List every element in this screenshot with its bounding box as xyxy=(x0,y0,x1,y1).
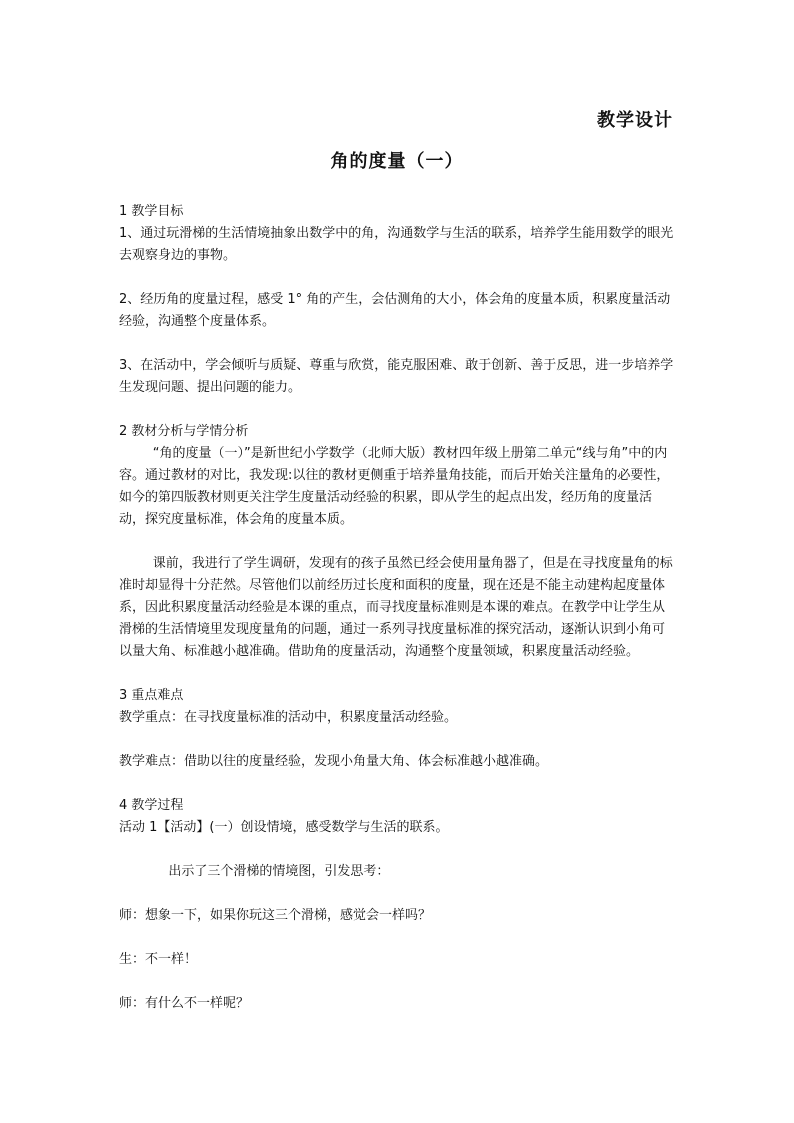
dialog-line: 师：想象一下，如果你玩这三个滑梯，感觉会一样吗？ xyxy=(119,908,432,923)
document-type-label: 教学设计 xyxy=(597,110,673,131)
objective-item: 1、通过玩滑梯的生活情境抽象出数学中的角，沟通数学与生活的联系，培养学生能用数学的眼光去观察身边的事物。 xyxy=(119,226,674,263)
analysis-paragraph: 课前，我进行了学生调研，发现有的孩子虽然已经会使用量角器了，但是在寻找度量角的标准时却显得十分茫然。尽管他们以前经历过长度和面积的度量，现在还是不能主动建构起度量体系，因此积累度量活动经验是本课的重点，而寻找度量标准则是本课的难点。在教学中让学生从滑梯的生活情境里发现度量角的问题，通过一系列寻找度量标准的探究活动，逐渐认识到小角可以量大角、标准越小越准确。借助角的度量活动，沟通整个度量领域，积累度量活动经验。 xyxy=(119,556,673,659)
objective-item: 3、在活动中，学会倾听与质疑、尊重与欣赏，能克服困难、敢于创新、善于反思，进一步培养学生发现问题、提出问题的能力。 xyxy=(119,358,674,395)
dialog-line: 师：有什么不一样呢？ xyxy=(119,996,250,1011)
difficulty-text: 教学难点：借助以往的度量经验，发现小角量大角、体会标准越小越准确。 xyxy=(119,754,549,769)
section-heading-analysis: 2 教材分析与学情分析 xyxy=(119,424,249,439)
section-heading-key-points: 3 重点难点 xyxy=(119,688,184,703)
activity-intro: 出示了三个滑梯的情境图，引发思考： xyxy=(168,864,390,879)
page-title: 角的度量（一） xyxy=(330,151,464,172)
key-point-text: 教学重点：在寻找度量标准的活动中，积累度量活动经验。 xyxy=(119,710,458,725)
section-heading-objectives: 1 教学目标 xyxy=(119,204,184,219)
dialog-line: 生：不一样！ xyxy=(119,952,198,967)
objective-item: 2、经历角的度量过程，感受 1° 角的产生，会估测角的大小，体会角的度量本质，积累度量活动经验，沟通整个度量体系。 xyxy=(119,292,671,329)
activity-title: 活动 1【活动】(一）创设情境，感受数学与生活的联系。 xyxy=(119,820,449,835)
section-heading-process: 4 教学过程 xyxy=(119,798,184,813)
document-body xyxy=(119,201,675,1015)
analysis-paragraph: “角的度量（一）”是新世纪小学数学（北师大版）教材四年级上册第二单元“线与角”中的内容。通过教材的对比，我发现:以往的教材更侧重于培养量角技能，而后开始关注量角的必要性，如今的第四版教材则更关注学生度量活动经验的积累，即从学生的起点出发，经历角的度量活动，探究度量标准，体会角的度量本质。 xyxy=(119,446,670,527)
